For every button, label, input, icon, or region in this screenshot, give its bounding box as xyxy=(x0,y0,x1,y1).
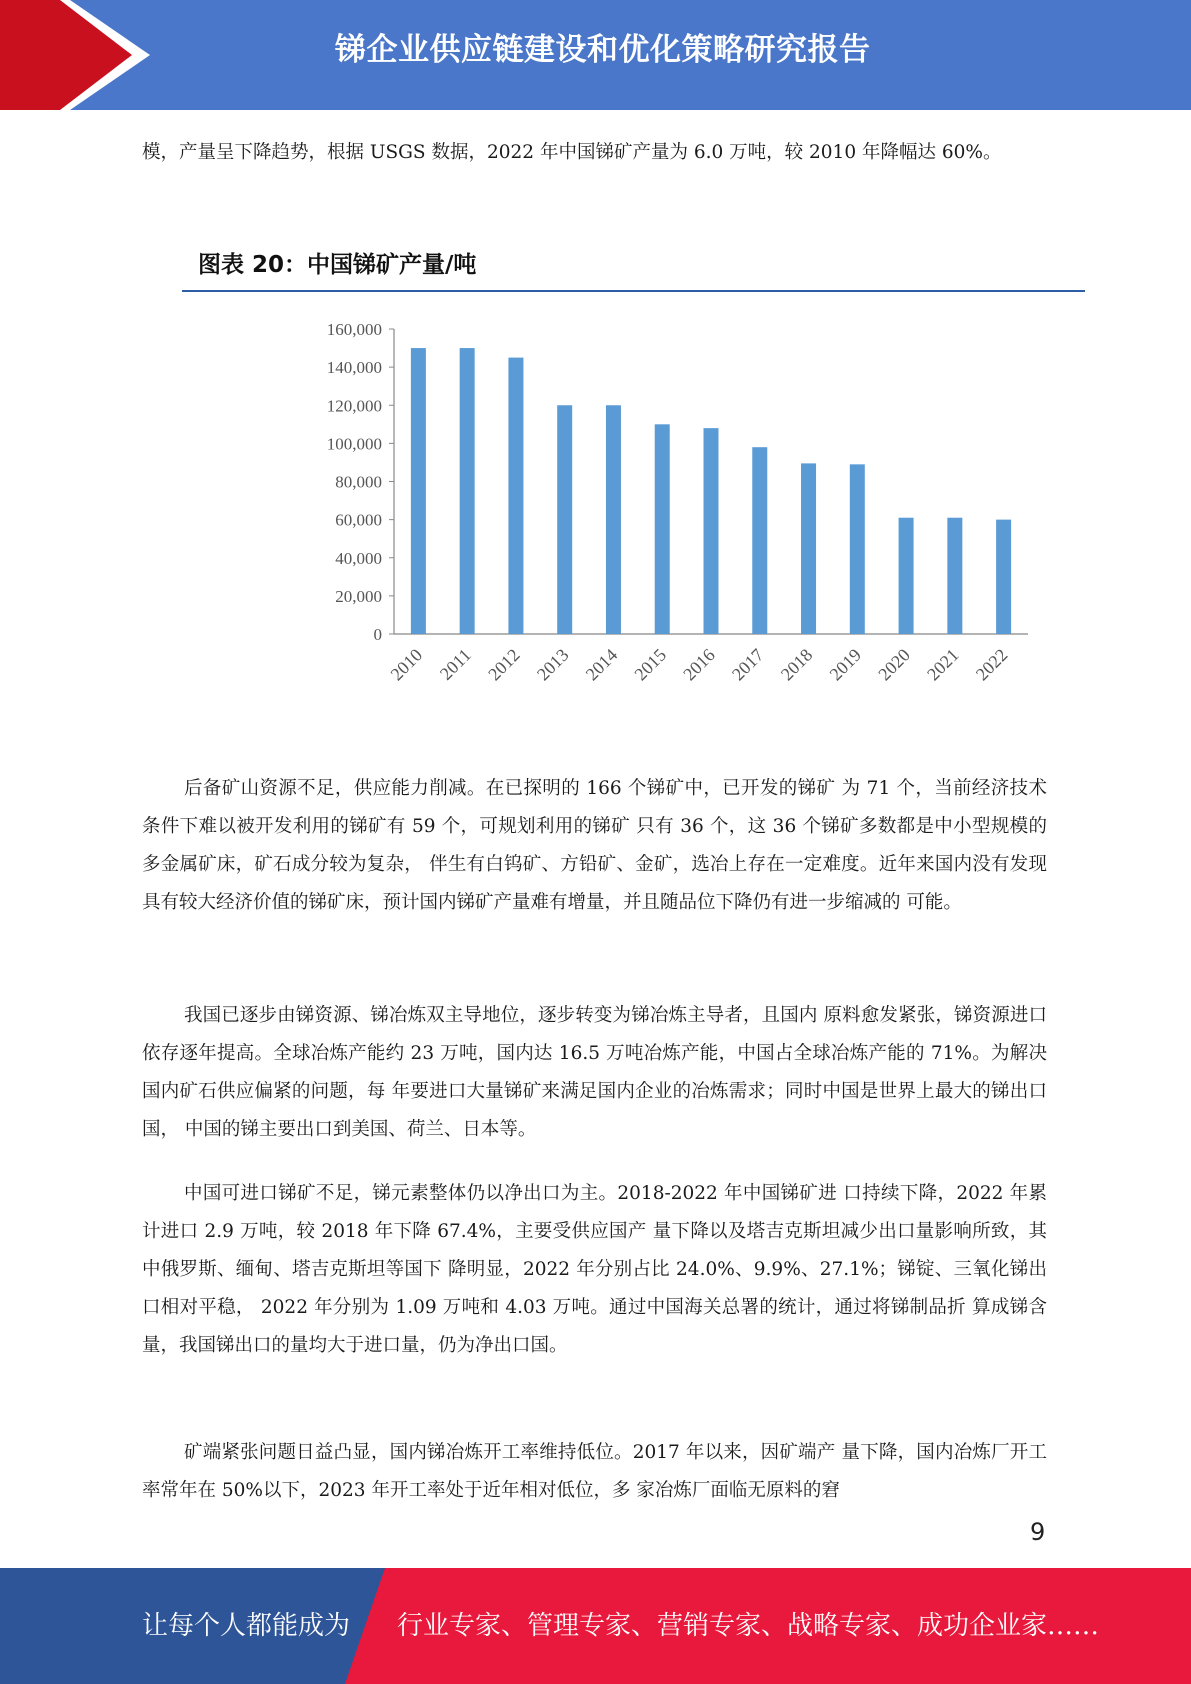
bar-2016 xyxy=(704,428,719,634)
x-tick-label: 2021 xyxy=(923,644,963,685)
footer-slogan-left: 让每个人都能成为 xyxy=(142,1611,351,1641)
bar-chart xyxy=(280,310,1060,710)
bar-2020 xyxy=(899,518,914,634)
x-tick-label: 2022 xyxy=(971,644,1012,685)
bar-2018 xyxy=(801,463,816,634)
header-title: 锑企业供应链建设和优化策略研究报告 xyxy=(335,32,871,68)
x-tick-label: 2020 xyxy=(874,644,914,685)
y-tick-label: 100,000 xyxy=(326,434,382,454)
y-tick-label: 60,000 xyxy=(335,510,382,530)
header-chevron-decoration xyxy=(0,0,160,110)
bar-2021 xyxy=(947,518,962,634)
x-tick-label: 2013 xyxy=(532,644,573,685)
x-tick-label: 2018 xyxy=(776,644,817,685)
figure-title: 图表 20：中国锑矿产量/吨 xyxy=(198,252,477,278)
bar-2012 xyxy=(508,358,523,634)
y-tick-label: 40,000 xyxy=(335,548,382,568)
paragraph-3: 我国已逐步由锑资源、锑冶炼双主导地位，逐步转变为锑冶炼主导者，且国内 原料愈发紧张，锑资源进口依存逐年提高。全球冶炼产能约 23 万吨，国内达 16.5 万吨冶炼产能，中国占全球冶炼产能的 71%。为解决国内矿石供应偏紧的问题，每 年要进口大量锑矿来满足国内企业的冶炼需求；同时中国是世界上最大的锑出口国， 中国的锑主要出口到美国、荷兰、日本等。 xyxy=(142,1005,1047,1140)
y-tick-label: 80,000 xyxy=(335,472,382,492)
bar-2015 xyxy=(655,424,670,634)
y-tick-label: 20,000 xyxy=(335,586,382,606)
paragraph-1: 模，产量呈下降趋势，根据 USGS 数据，2022 年中国锑矿产量为 6.0 万吨，较 2010 年降幅达 60%。 xyxy=(142,142,1002,163)
y-tick-label: 120,000 xyxy=(326,396,382,416)
y-tick-label: 160,000 xyxy=(326,320,382,339)
x-tick-label: 2012 xyxy=(484,644,524,685)
bar-2014 xyxy=(606,405,621,634)
bar-2011 xyxy=(460,348,475,634)
figure-title-rule xyxy=(182,290,1085,292)
paragraph-5: 矿端紧张问题日益凸显，国内锑冶炼开工率维持低位。2017 年以来，因矿端产 量下降，国内冶炼厂开工率常年在 50%以下，2023 年开工率处于近年相对低位，多 家冶炼厂面临无原料的窘 xyxy=(142,1442,1047,1501)
bar-2019 xyxy=(850,464,865,634)
paragraph-2: 后备矿山资源不足，供应能力削减。在已探明的 166 个锑矿中，已开发的锑矿 为 71 个，当前经济技术条件下难以被开发利用的锑矿有 59 个，可规划利用的锑矿 只有 36 个，这 36 个锑矿多数都是中小型规模的多金属矿床，矿石成分较为复杂， 伴生有白钨矿、方铅矿、金矿，选冶上存在一定难度。近年来国内没有发现具有较大经济价值的锑矿床，预计国内锑矿产量难有增量，并且随品位下降仍有进一步缩减的 可能。 xyxy=(142,778,1047,913)
x-tick-label: 2015 xyxy=(630,644,671,685)
x-tick-label: 2014 xyxy=(581,644,622,685)
x-tick-label: 2016 xyxy=(679,644,719,685)
bar-2022 xyxy=(996,520,1011,634)
x-tick-label: 2019 xyxy=(825,644,866,685)
x-tick-label: 2017 xyxy=(727,644,768,685)
paragraph-4: 中国可进口锑矿不足，锑元素整体仍以净出口为主。2018-2022 年中国锑矿进 口持续下降，2022 年累计进口 2.9 万吨，较 2018 年下降 67.4%，主要受供应国产 量下降以及塔吉克斯坦减少出口量影响所致，其中俄罗斯、缅甸、塔吉克斯坦等国下 降明显，2022 年分别占比 24.0%、9.9%、27.1%；锑锭、三氧化锑出口相对平稳， 2022 年分别为 1.09 万吨和 4.03 万吨。通过中国海关总署的统计，通过将锑制品折 算成锑含量，我国锑出口的量均大于进口量，仍为净出口国。 xyxy=(142,1183,1047,1356)
bar-2013 xyxy=(557,405,572,634)
x-tick-label: 2010 xyxy=(386,644,427,685)
page-footer xyxy=(0,1568,1191,1684)
y-tick-label: 140,000 xyxy=(326,358,382,378)
bar-2010 xyxy=(411,348,426,634)
footer-slogan-right: 行业专家、管理专家、营销专家、战略专家、成功企业家…… xyxy=(397,1611,1100,1641)
y-tick-label: 0 xyxy=(373,625,382,644)
page-number: 9 xyxy=(1030,1518,1046,1546)
bar-2017 xyxy=(752,447,767,634)
x-tick-label: 2011 xyxy=(435,644,475,684)
page-header xyxy=(0,0,1191,110)
